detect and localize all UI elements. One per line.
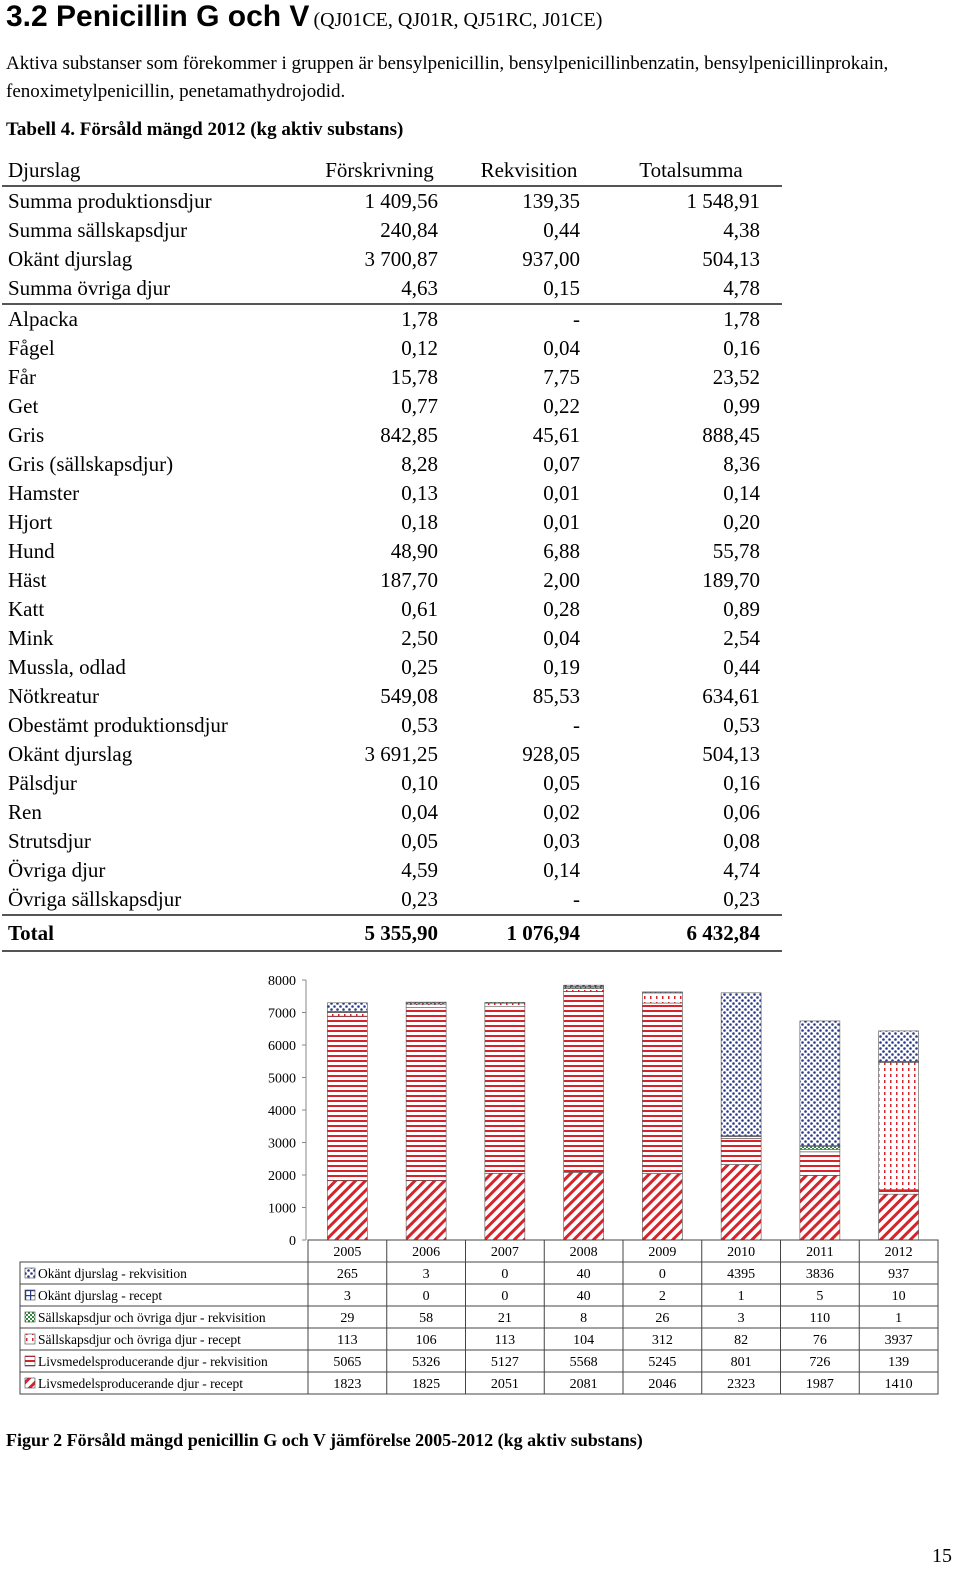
total-row — [2, 915, 782, 951]
section-codes: (QJ01CE, QJ01R, QJ51RC, J01CE) — [313, 9, 603, 31]
cell-rekvisition: 0,19 — [543, 655, 580, 679]
bar-segment — [327, 1181, 367, 1240]
row-label: Mussla, odlad — [8, 655, 126, 679]
cell-forskrivning: 1 409,56 — [364, 189, 438, 213]
table-row — [2, 595, 782, 624]
data-label: 5568 — [569, 1355, 598, 1370]
cell-totalsumma: 8,36 — [723, 452, 760, 476]
row-label: Hamster — [8, 481, 80, 505]
data-label: 5245 — [648, 1355, 677, 1370]
cell-forskrivning: 2,50 — [401, 626, 438, 650]
cell-totalsumma: 4,74 — [723, 858, 760, 882]
legend-swatch — [25, 1334, 35, 1344]
data-label: 21 — [497, 1311, 512, 1326]
x-category-label: 2009 — [648, 1245, 677, 1260]
cell-forskrivning: 4,63 — [301, 274, 458, 304]
data-label: 2046 — [648, 1377, 677, 1392]
total-label: Total — [2, 915, 301, 951]
bar-segment — [879, 1194, 919, 1240]
data-label: 312 — [651, 1333, 673, 1348]
cell-totalsumma: 2,54 — [723, 626, 760, 650]
cell-rekvisition: 45,61 — [532, 423, 580, 447]
y-tick-label: 6000 — [268, 1039, 296, 1054]
row-label: Gris (sällskapsdjur) — [8, 452, 174, 476]
cell-totalsumma: 55,78 — [712, 539, 760, 563]
cell-forskrivning: 0,10 — [401, 771, 438, 795]
cell-totalsumma: 0,08 — [723, 829, 760, 853]
section-title: 3.2 Penicillin G och V — [6, 0, 310, 33]
legend-swatch — [25, 1312, 35, 1322]
cell-forskrivning: 8,28 — [401, 452, 438, 476]
bar-segment — [879, 1190, 919, 1195]
data-label: 104 — [573, 1333, 595, 1348]
data-label: 1 — [737, 1289, 745, 1304]
table-caption: Tabell 4. Försåld mängd 2012 (kg aktiv substans) — [6, 119, 404, 140]
cell-totalsumma: 0,89 — [723, 597, 760, 621]
cell-rekvisition: 0,01 — [543, 510, 580, 534]
data-label: 3 — [737, 1311, 745, 1326]
row-label: Katt — [8, 597, 45, 621]
cell-forskrivning: 549,08 — [380, 684, 438, 708]
row-label: Får — [8, 365, 36, 389]
cell-totalsumma: 0,53 — [723, 713, 760, 737]
legend-label: Okänt djurslag - rekvisition — [38, 1266, 187, 1281]
x-category-label: 2006 — [412, 1245, 441, 1260]
table-row — [2, 827, 782, 856]
bar-segment — [800, 1149, 840, 1151]
data-label: 113 — [494, 1333, 516, 1348]
legend-label: Okänt djurslag - recept — [38, 1288, 163, 1303]
figure-caption: Figur 2 Försåld mängd penicillin G och V jämförelse 2005-2012 (kg aktiv substans) — [6, 1430, 643, 1450]
total-forskrivning: 5 355,90 — [301, 915, 458, 951]
cell-rekvisition: 0,15 — [458, 274, 600, 304]
data-label: 40 — [576, 1267, 591, 1282]
cell-rekvisition: 7,75 — [543, 365, 580, 389]
row-label: Mink — [8, 626, 54, 650]
data-label: 0 — [658, 1267, 666, 1282]
cell-totalsumma: 0,14 — [723, 481, 760, 505]
row-label: Häst — [8, 568, 47, 592]
page-number: 15 — [932, 1545, 952, 1567]
bar-segment — [327, 1016, 367, 1181]
table-row — [2, 798, 782, 827]
cell-rekvisition: - — [573, 713, 580, 737]
data-label: 113 — [337, 1333, 358, 1348]
table-row — [2, 363, 782, 392]
table-row — [2, 216, 782, 245]
data-label: 76 — [812, 1333, 827, 1348]
row-label: Pälsdjur — [8, 771, 77, 795]
legend-swatch — [25, 1290, 35, 1300]
data-label: 5 — [816, 1289, 824, 1304]
table-row — [2, 566, 782, 595]
row-label: Hund — [8, 539, 55, 563]
data-label: 10 — [891, 1289, 906, 1304]
x-category-label: 2011 — [806, 1245, 834, 1260]
data-label: 2323 — [727, 1377, 756, 1392]
legend-label: Livsmedelsproducerande djur - rekvisition — [38, 1354, 268, 1369]
data-label: 4395 — [727, 1267, 756, 1282]
data-label: 40 — [576, 1289, 591, 1304]
cell-totalsumma: 504,13 — [702, 247, 760, 271]
cell-rekvisition: 6,88 — [543, 539, 580, 563]
row-label: Okänt djurslag — [8, 247, 133, 271]
cell-rekvisition: 928,05 — [522, 742, 580, 766]
y-tick-label: 5000 — [268, 1071, 296, 1087]
bar-segment — [642, 1174, 682, 1240]
data-label: 1825 — [412, 1377, 441, 1392]
data-label: 3836 — [805, 1267, 834, 1282]
y-tick-label: 4000 — [268, 1104, 296, 1119]
y-tick-label: 7000 — [268, 1006, 296, 1022]
data-label: 3937 — [884, 1333, 913, 1348]
table-row — [2, 537, 782, 566]
bar-segment — [406, 1002, 446, 1003]
cell-rekvisition: 0,44 — [543, 218, 580, 242]
table-row — [2, 508, 782, 537]
data-label: 265 — [336, 1267, 358, 1282]
cell-totalsumma: 1,78 — [723, 307, 760, 331]
data-label: 726 — [809, 1355, 831, 1370]
row-label: Summa övriga djur — [2, 274, 301, 304]
row-label: Fågel — [8, 336, 55, 360]
bar-segment — [800, 1152, 840, 1176]
cell-rekvisition: 0,05 — [543, 771, 580, 795]
bar-segment — [879, 1062, 919, 1190]
header-djurslag: Djurslag — [2, 156, 301, 186]
bar-segment — [642, 1003, 682, 1173]
cell-forskrivning: 0,18 — [401, 510, 438, 534]
row-label: Övriga djur — [8, 858, 106, 882]
bar-segment — [406, 1008, 446, 1181]
header-forskrivning: Förskrivning — [301, 156, 458, 186]
data-label: 110 — [809, 1311, 831, 1326]
x-category-label: 2012 — [884, 1245, 913, 1260]
bar-segment — [564, 1172, 604, 1240]
sales-table — [2, 156, 782, 952]
cell-forskrivning: 4,59 — [401, 858, 438, 882]
legend-swatch — [25, 1378, 35, 1388]
legend-swatch — [25, 1268, 35, 1278]
cell-totalsumma: 0,44 — [723, 655, 760, 679]
cell-rekvisition: 139,35 — [522, 189, 580, 213]
table-row — [2, 392, 782, 421]
x-category-label: 2005 — [333, 1245, 362, 1260]
table-row — [2, 450, 782, 479]
bar-segment — [800, 1021, 840, 1146]
cell-totalsumma: 504,13 — [702, 742, 760, 766]
table-row — [2, 186, 782, 216]
bar-segment — [485, 1173, 525, 1240]
bar-segment — [485, 1003, 525, 1007]
data-label: 801 — [730, 1355, 752, 1370]
data-label: 1987 — [805, 1377, 834, 1392]
cell-rekvisition: 0,07 — [543, 452, 580, 476]
y-tick-label: 3000 — [268, 1136, 296, 1152]
cell-forskrivning: 3 700,87 — [364, 247, 438, 271]
x-category-label: 2007 — [490, 1245, 519, 1260]
data-label: 1 — [895, 1311, 903, 1326]
row-label: Okänt djurslag — [8, 742, 133, 766]
cell-forskrivning: 0,53 — [401, 713, 438, 737]
cell-totalsumma: 1 548,91 — [686, 189, 760, 213]
table-row — [2, 711, 782, 740]
bar-segment — [485, 1007, 525, 1174]
data-label: 26 — [655, 1311, 670, 1326]
bar-segment — [642, 992, 682, 993]
cell-totalsumma: 0,23 — [600, 885, 782, 915]
table-row — [2, 740, 782, 769]
bar-segment — [406, 1004, 446, 1007]
table-row — [2, 274, 782, 304]
table-row — [2, 421, 782, 450]
bar-segment — [327, 1012, 367, 1016]
cell-forskrivning: 0,23 — [301, 885, 458, 915]
table-row — [2, 653, 782, 682]
cell-forskrivning: 0,05 — [401, 829, 438, 853]
cell-forskrivning: 0,04 — [401, 800, 438, 824]
data-label: 1410 — [884, 1377, 913, 1392]
cell-rekvisition: 2,00 — [543, 568, 580, 592]
table-row — [2, 304, 782, 334]
cell-forskrivning: 842,85 — [380, 423, 438, 447]
bar-segment — [485, 1002, 525, 1003]
table-header-row — [2, 156, 782, 186]
data-label: 0 — [501, 1289, 509, 1304]
cell-forskrivning: 1,78 — [401, 307, 438, 331]
data-label: 3 — [422, 1267, 430, 1282]
intro-paragraph: Aktiva substanser som förekommer i gruppen är bensylpenicillin, bensylpenicillinbenzatin, bensylpenicillinprokain, fenoximetylpenicillin, penetamathydrojodid. — [6, 53, 889, 102]
bar-segment — [564, 985, 604, 986]
cell-forskrivning: 15,78 — [390, 365, 438, 389]
cell-rekvisition: - — [573, 307, 580, 331]
data-label: 1823 — [333, 1377, 362, 1392]
cell-totalsumma: 23,52 — [712, 365, 760, 389]
legend-label: Sällskapsdjur och övriga djur - recept — [38, 1332, 241, 1347]
cell-forskrivning: 0,61 — [401, 597, 438, 621]
y-tick-label: 0 — [289, 1234, 296, 1249]
row-label: Hjort — [8, 510, 53, 534]
row-label: Ren — [8, 800, 42, 824]
y-tick-label: 8000 — [268, 974, 296, 989]
data-label: 106 — [415, 1333, 437, 1348]
y-tick-label: 2000 — [268, 1169, 296, 1184]
x-category-label: 2008 — [569, 1245, 598, 1260]
total-totalsumma: 6 432,84 — [600, 915, 782, 951]
cell-forskrivning: 0,12 — [401, 336, 438, 360]
cell-totalsumma: 634,61 — [702, 684, 760, 708]
bar-segment — [406, 1181, 446, 1240]
row-label: Gris — [8, 423, 45, 447]
cell-forskrivning: 0,13 — [401, 481, 438, 505]
data-label: 2 — [658, 1289, 666, 1304]
cell-totalsumma: 0,06 — [723, 800, 760, 824]
table-row — [2, 479, 782, 508]
cell-forskrivning: 3 691,25 — [364, 742, 438, 766]
bar-segment — [800, 1175, 840, 1240]
bar-segment — [721, 1138, 761, 1164]
data-label: 0 — [422, 1289, 430, 1304]
row-label: Övriga sällskapsdjur — [2, 885, 301, 915]
table-row — [2, 885, 782, 915]
cell-forskrivning: 48,90 — [390, 539, 438, 563]
cell-rekvisition: - — [458, 885, 600, 915]
cell-totalsumma: 189,70 — [702, 568, 760, 592]
section-heading — [6, 0, 602, 34]
data-label: 2081 — [569, 1377, 598, 1392]
row-label: Obestämt produktionsdjur — [8, 713, 228, 737]
cell-forskrivning: 0,77 — [401, 394, 438, 418]
table-row — [2, 334, 782, 363]
data-label: 937 — [888, 1267, 910, 1282]
cell-totalsumma: 888,45 — [702, 423, 760, 447]
cell-rekvisition: 85,53 — [532, 684, 580, 708]
bar-segment — [327, 1003, 367, 1012]
row-label: Alpacka — [8, 307, 78, 331]
data-label: 3 — [343, 1289, 351, 1304]
row-label: Nötkreatur — [8, 684, 99, 708]
cell-forskrivning: 240,84 — [380, 218, 438, 242]
row-label: Get — [8, 394, 39, 418]
cell-totalsumma: 0,16 — [723, 336, 760, 360]
legend-swatch — [25, 1356, 35, 1366]
data-label: 58 — [419, 1311, 434, 1326]
data-label: 5326 — [412, 1355, 441, 1370]
bar-segment — [721, 1165, 761, 1240]
data-label: 29 — [340, 1311, 355, 1326]
legend-label: Livsmedelsproducerande djur - recept — [38, 1376, 244, 1391]
header-rekvisition: Rekvisition — [458, 156, 600, 186]
header-totalsumma: Totalsumma — [600, 156, 782, 186]
bar-segment — [879, 1031, 919, 1061]
sales-chart — [0, 960, 960, 1400]
table-row — [2, 245, 782, 274]
x-category-label: 2010 — [727, 1245, 756, 1260]
cell-totalsumma: 4,78 — [600, 274, 782, 304]
data-label: 8 — [580, 1311, 588, 1326]
cell-forskrivning: 0,25 — [401, 655, 438, 679]
bar-segment — [564, 991, 604, 1172]
cell-rekvisition: 0,03 — [543, 829, 580, 853]
row-label: Summa produktionsdjur — [8, 189, 212, 213]
table-row — [2, 624, 782, 653]
legend-label: Sällskapsdjur och övriga djur - rekvisition — [38, 1310, 266, 1325]
data-label: 82 — [734, 1333, 749, 1348]
cell-rekvisition: 0,14 — [543, 858, 580, 882]
cell-rekvisition: 0,04 — [543, 336, 580, 360]
cell-forskrivning: 187,70 — [380, 568, 438, 592]
cell-totalsumma: 4,38 — [723, 218, 760, 242]
data-label: 139 — [888, 1355, 910, 1370]
row-label: Strutsdjur — [8, 829, 91, 853]
cell-rekvisition: 0,04 — [543, 626, 580, 650]
cell-rekvisition: 937,00 — [522, 247, 580, 271]
cell-rekvisition: 0,02 — [543, 800, 580, 824]
data-label: 0 — [501, 1267, 509, 1282]
bar-segment — [642, 993, 682, 1003]
cell-totalsumma: 0,99 — [723, 394, 760, 418]
cell-totalsumma: 0,20 — [723, 510, 760, 534]
cell-rekvisition: 0,01 — [543, 481, 580, 505]
data-label: 2051 — [490, 1377, 519, 1392]
table-row — [2, 769, 782, 798]
y-tick-label: 1000 — [268, 1201, 296, 1217]
table-row — [2, 682, 782, 711]
data-label: 5065 — [333, 1355, 362, 1370]
cell-totalsumma: 0,16 — [723, 771, 760, 795]
cell-rekvisition: 0,28 — [543, 597, 580, 621]
cell-rekvisition: 0,22 — [543, 394, 580, 418]
data-label: 5127 — [490, 1355, 519, 1370]
total-rekvisition: 1 076,94 — [458, 915, 600, 951]
bar-segment — [721, 993, 761, 1136]
row-label: Summa sällskapsdjur — [8, 218, 188, 242]
table-row — [2, 856, 782, 885]
